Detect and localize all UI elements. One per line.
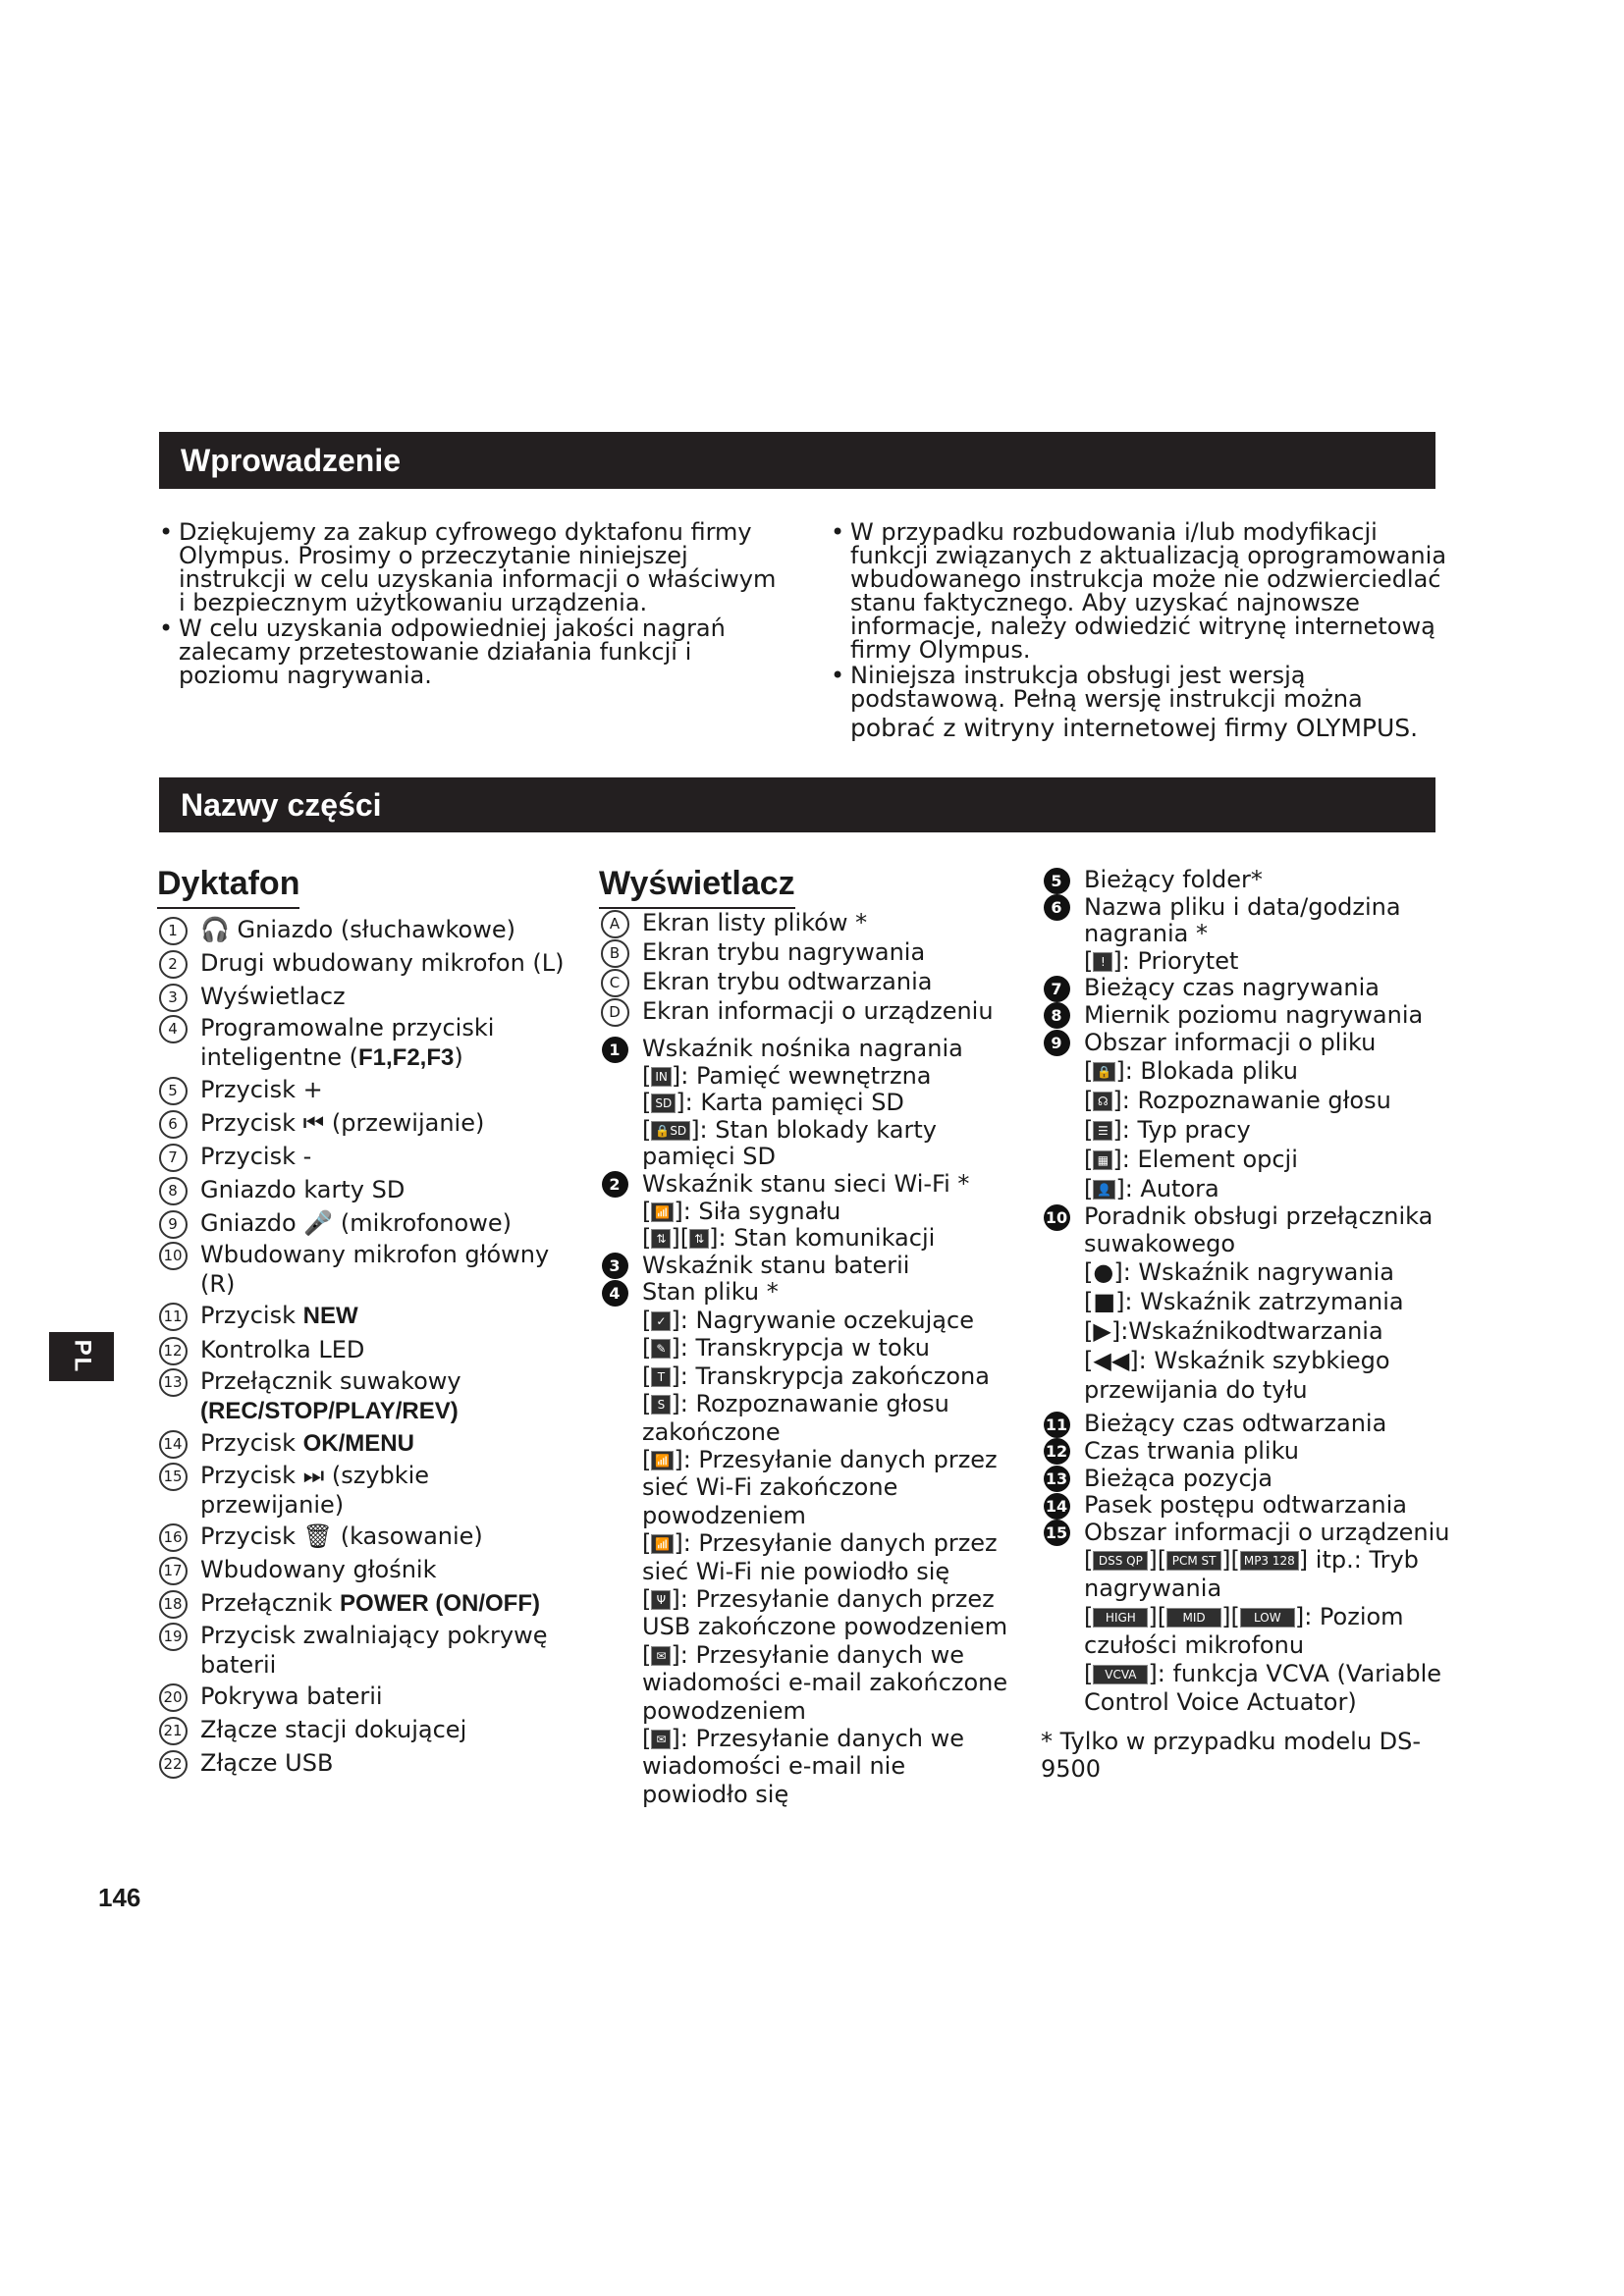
wifi-signal-icon: 📶 — [651, 1202, 674, 1222]
sub-item: [ ✉ ]: Przesyłanie danych we wiadomości e-mail nie powiodło się — [642, 1725, 965, 1808]
pending-icon: ✓ — [651, 1311, 671, 1331]
wifi-failed-icon: 📶 — [651, 1534, 674, 1554]
stop-indicator-icon: ■ — [1093, 1288, 1116, 1316]
wifi-sent-icon: 📶 — [651, 1451, 674, 1470]
sub-item: [ SD ]: Karta pamięci SD — [642, 1089, 904, 1117]
sub-list — [1041, 1056, 1453, 1203]
play-indicator-icon: ▶ — [1093, 1317, 1111, 1346]
sub-list — [1041, 1546, 1453, 1717]
list-item: C Ekran trybu odtwarzania — [599, 967, 1011, 996]
sub-list — [599, 1199, 1011, 1253]
sub-item: [ ⇅ ][ ⇅ ]: Stan komunikacji — [642, 1224, 936, 1253]
list-item: A Ekran listy plików * — [599, 908, 1011, 937]
sub-item: [ ☊ ]: Rozpoznawanie głosu — [1084, 1087, 1391, 1115]
rewind-indicator-icon: ◀◀ — [1093, 1347, 1130, 1375]
voice-recognition-icon: ☊ — [1093, 1092, 1112, 1111]
section-title-parts: Nazwy części — [159, 777, 1435, 832]
intro-bullet: • Dziękujemy za zakup cyfrowego dyktafonu firmy Olympus. Prosimy o przeczytanie niniejszej instrukcji w celu uzyskania informacji o właściwym i bezpiecznym użytkowaniu urządzenia. — [159, 520, 787, 614]
list-item: D Ekran informacji o urządzeniu — [599, 996, 1011, 1026]
list-item: 14 Pasek postępu odtwarzania — [1041, 1492, 1453, 1520]
intro-bullet: • W celu uzyskania odpowiedniej jakości nagrań zalecamy przetestowanie działania funkcji i poziomu nagrywania. — [159, 616, 787, 687]
transcribing-icon: ✎ — [651, 1339, 671, 1359]
list-item: 4 Stan pliku * — [599, 1279, 1011, 1307]
model-note: * Tylko w przypadku modelu DS-9500 — [1041, 1728, 1422, 1783]
dyktafon-list — [157, 913, 579, 1780]
sub-item: [ ▦ ]: Element opcji — [1084, 1146, 1298, 1174]
list-item: 20 Pokrywa baterii — [157, 1680, 579, 1713]
language-tab: PL — [49, 1332, 114, 1381]
sub-item: [■]: Wskaźnik zatrzymania — [1084, 1288, 1404, 1316]
sub-item: [ ✎ ]: Transkrypcja w toku — [642, 1334, 930, 1362]
list-item: 4 Programowalne przyciski inteligentne (F1,F2,F3) — [157, 1013, 579, 1073]
dss-qp-icon: DSS QP — [1093, 1551, 1148, 1571]
list-item: 8 Miernik poziomu nagrywania — [1041, 1002, 1453, 1030]
list-item: 3 Wskaźnik stanu baterii — [599, 1253, 1011, 1280]
info-list — [1041, 867, 1453, 1784]
list-item: 16 Przycisk 🗑 (kasowanie) — [157, 1520, 579, 1553]
list-item: 13 Przełącznik suwakowy (REC/STOP/PLAY/REV) — [157, 1366, 579, 1426]
list-item: 21 Złącze stacji dokującej — [157, 1713, 579, 1746]
sub-item: [●]: Wskaźnik nagrywania — [1084, 1258, 1394, 1287]
sub-item: [ ☰ ]: Typ pracy — [1084, 1116, 1251, 1145]
author-icon: 👤 — [1093, 1180, 1115, 1200]
priority-icon: ! — [1093, 952, 1112, 972]
list-item: 12 Kontrolka LED — [157, 1333, 579, 1366]
list-item: 14 Przycisk OK/MENU — [157, 1426, 579, 1461]
transcribed-icon: T — [651, 1367, 671, 1387]
list-item: 15 Przycisk ⏭ (szybkie przewijanie) — [157, 1461, 579, 1520]
usb-sent-icon: Ψ — [651, 1590, 671, 1610]
wyswietlacz-list — [599, 908, 1011, 1808]
list-item: 17 Wbudowany głośnik — [157, 1553, 579, 1586]
sub-item: [ 🔒SD ]: Stan blokady karty pamięci SD — [642, 1115, 937, 1171]
file-lock-icon: 🔒 — [1093, 1062, 1115, 1082]
sub-item: [ ! ]: Priorytet — [1084, 946, 1239, 975]
sd-card-icon: SD — [651, 1094, 676, 1113]
list-item: 15 Obszar informacji o urządzeniu — [1041, 1520, 1453, 1547]
page-number: 146 — [98, 1883, 141, 1912]
sub-list — [1041, 1257, 1453, 1405]
list-item: 18 Przełącznik POWER (ON/OFF) — [157, 1586, 579, 1621]
heading-wyswietlacz: Wyświetlacz — [599, 864, 795, 909]
sub-list — [599, 1063, 1011, 1171]
list-item: 2 Drugi wbudowany mikrofon (L) — [157, 946, 579, 980]
sub-item: [ Ψ ]: Przesyłanie danych przez USB zakończone powodzeniem — [642, 1585, 1008, 1641]
record-indicator-icon: ● — [1093, 1258, 1114, 1287]
internal-memory-icon: IN — [651, 1067, 672, 1087]
list-item: 11 Przycisk NEW — [157, 1299, 579, 1333]
sd-lock-icon: 🔒SD — [651, 1121, 690, 1141]
mic-low-icon: LOW — [1240, 1608, 1295, 1628]
sub-item: [ 📶 ]: Przesyłanie danych przez sieć Wi-Fi nie powiodło się — [642, 1529, 998, 1585]
list-item: 5 Bieżący folder* — [1041, 867, 1453, 894]
section-title-intro: Wprowadzenie — [159, 432, 1435, 489]
comm-inactive-icon: ⇅ — [689, 1229, 709, 1249]
sub-item: [ HIGH ][ MID ][ LOW ]: Poziom czułości mikrofonu — [1084, 1603, 1404, 1660]
list-item: 9 Obszar informacji o pliku — [1041, 1030, 1453, 1057]
intro-bullet: • Niniejsza instrukcja obsługi jest wersją podstawową. Pełną wersję instrukcji można pobrać z witryny internetowej firmy OLYMPUS. — [831, 664, 1459, 743]
sub-list — [599, 1307, 1011, 1808]
email-failed-icon: ✉ — [651, 1730, 671, 1749]
list-item: 2 Wskaźnik stanu sieci Wi-Fi * — [599, 1171, 1011, 1199]
email-sent-icon: ✉ — [651, 1646, 671, 1666]
list-item: 8 Gniazdo karty SD — [157, 1173, 579, 1206]
sub-item: [ VCVA ]: funkcja VCVA (Variable Control Voice Actuator) — [1084, 1660, 1442, 1717]
list-item: 5 Przycisk + — [157, 1073, 579, 1106]
sub-item: [ T ]: Transkrypcja zakończona — [642, 1362, 990, 1390]
list-item: 13 Bieżąca pozycja — [1041, 1466, 1453, 1493]
vcva-icon: VCVA — [1093, 1665, 1148, 1684]
sub-item: [ ✉ ]: Przesyłanie danych we wiadomości e-mail zakończone powodzeniem — [642, 1640, 1008, 1725]
speech-recognized-icon: S — [651, 1395, 671, 1415]
list-item: 1 🎧 Gniazdo (słuchawkowe) — [157, 913, 579, 946]
sub-item: [▶]:Wskaźnikodtwarzania — [1084, 1317, 1383, 1346]
worktype-icon: ☰ — [1093, 1121, 1112, 1141]
pcm-st-icon: PCM ST — [1166, 1551, 1221, 1571]
intro-left-column — [159, 520, 787, 689]
option-item-icon: ▦ — [1093, 1150, 1112, 1170]
list-item: 3 Wyświetlacz — [157, 980, 579, 1013]
list-item: 6 Nazwa pliku i data/godzina nagrania * — [1041, 894, 1453, 948]
sub-item: [ 📶 ]: Przesyłanie danych przez sieć Wi-Fi zakończone powodzeniem — [642, 1445, 998, 1529]
list-item: 22 Złącze USB — [157, 1746, 579, 1780]
list-item: 1 Wskaźnik nośnika nagrania — [599, 1036, 1011, 1063]
list-item: 10 Poradnik obsługi przełącznika suwakowego — [1041, 1203, 1453, 1257]
sub-list — [1041, 948, 1453, 976]
sub-item: [ 📶 ]: Siła sygnału — [642, 1197, 841, 1225]
sub-item: [ S ]: Rozpoznawanie głosu zakończone — [642, 1390, 949, 1446]
comm-active-icon: ⇅ — [651, 1229, 671, 1249]
headphone-icon: 🎧 — [200, 916, 238, 943]
intro-right-column — [831, 520, 1459, 745]
sub-item: [ 🔒 ]: Blokada pliku — [1084, 1057, 1298, 1086]
list-item: 11 Bieżący czas odtwarzania — [1041, 1411, 1453, 1438]
intro-bullet: • W przypadku rozbudowania i/lub modyfikacji funkcji związanych z aktualizacją oprogramowania wbudowanego instrukcja może nie odzwierciedlać stanu faktycznego. Aby uzyskać najnowsze informacje, należy odwiedzić witrynę internetową firmy Olympus. — [831, 520, 1459, 662]
mic-high-icon: HIGH — [1093, 1608, 1148, 1628]
sub-item: [ 👤 ]: Autora — [1084, 1175, 1219, 1203]
sub-item: [ DSS QP ][ PCM ST ][ MP3 128 ] itp.: Tryb nagrywania — [1084, 1546, 1419, 1603]
list-item: 6 Przycisk ⏮ (przewijanie) — [157, 1106, 579, 1140]
mp3-128-icon: MP3 128 — [1240, 1551, 1299, 1571]
list-item: 7 Przycisk - — [157, 1140, 579, 1173]
list-item: 7 Bieżący czas nagrywania — [1041, 975, 1453, 1002]
list-item: B Ekran trybu nagrywania — [599, 937, 1011, 967]
list-item: 9 Gniazdo 🎤 (mikrofonowe) — [157, 1206, 579, 1240]
sub-item: [◀◀]: Wskaźnik szybkiego przewijania do tyłu — [1084, 1347, 1390, 1405]
list-item: 12 Czas trwania pliku — [1041, 1438, 1453, 1466]
heading-dyktafon: Dyktafon — [157, 864, 299, 909]
sub-item: [ ✓ ]: Nagrywanie oczekujące — [642, 1306, 974, 1334]
intro-bullet-tail: pobrać z witryny internetowej firmy OLYMPUS. — [850, 714, 1419, 742]
mic-mid-icon: MID — [1166, 1608, 1221, 1628]
list-item: 19 Przycisk zwalniający pokrywę baterii — [157, 1621, 579, 1680]
sub-item: [ IN ]: Pamięć wewnętrzna — [642, 1061, 932, 1090]
list-item: 10 Wbudowany mikrofon główny (R) — [157, 1240, 579, 1299]
